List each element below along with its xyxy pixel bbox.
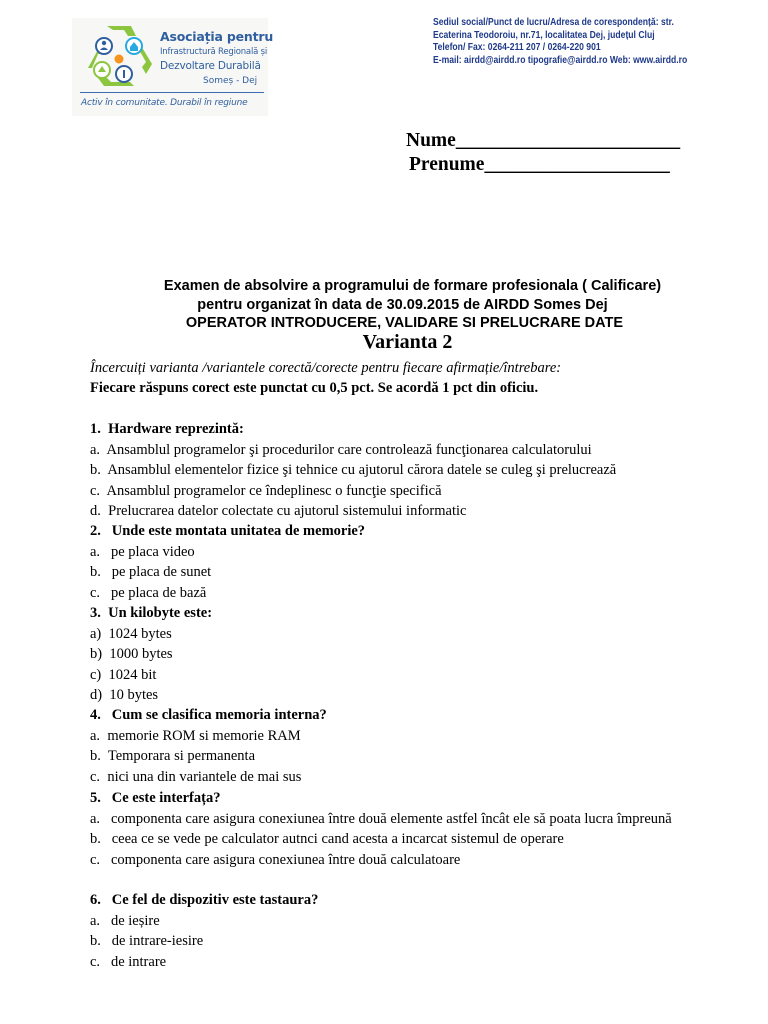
answer-option[interactable]	[90, 952, 680, 973]
option-mark: d)	[90, 687, 103, 703]
question-number: 2.	[90, 523, 101, 539]
option-mark: a.	[90, 543, 101, 560]
option-mark: a.	[90, 912, 101, 929]
question-title	[90, 788, 680, 809]
question-number: 3.	[90, 605, 101, 621]
organization-logo	[72, 18, 274, 116]
answer-option[interactable]	[90, 562, 680, 583]
option-mark: c)	[90, 666, 102, 683]
option-mark: b)	[90, 646, 103, 662]
answer-option[interactable]	[90, 665, 680, 686]
answer-option[interactable]	[90, 829, 680, 850]
answer-option[interactable]	[90, 440, 680, 461]
org-name-line1: Asociația pentru	[160, 29, 274, 44]
option-text: Ansamblul programelor şi procedurilor care controlează funcţionarea calculatorului	[106, 441, 592, 458]
answer-option[interactable]	[90, 746, 680, 767]
question-number: 4.	[90, 707, 101, 723]
question-title	[90, 890, 680, 911]
option-text: de intrare	[110, 953, 167, 970]
option-mark: a)	[90, 625, 102, 642]
question-1	[90, 419, 680, 522]
option-text: componenta care asigura conexiunea între două elemente astfel încât ele să poata lucra împreună	[110, 810, 672, 827]
answer-option[interactable]	[90, 850, 680, 871]
contact-block	[433, 17, 687, 67]
question-title	[90, 603, 680, 624]
question-4	[90, 705, 680, 787]
contact-line: Sediul social/Punct de lucru/Adresa de corespondență: str.	[433, 17, 674, 28]
question-text: Cum se clasifica memoria interna?	[111, 707, 327, 723]
option-text: pe placa video	[110, 543, 195, 560]
logo-divider	[80, 92, 264, 93]
option-mark: c.	[90, 482, 101, 499]
contact-line: E-mail: airdd@airdd.ro tipografie@airdd.ro Web: www.airdd.ro	[433, 54, 688, 66]
question-text: Ce fel de dispozitiv este tastaura?	[111, 892, 319, 908]
answer-option[interactable]	[90, 911, 680, 932]
question-number: 5.	[90, 790, 101, 806]
option-text: 1024 bytes	[108, 625, 172, 642]
contact-line: Telefon/ Fax: 0264-211 207 / 0264-220 901	[433, 42, 601, 53]
option-text: nici una din variantele de mai sus	[107, 768, 302, 785]
exam-title-line2: pentru organizat în data de 30.09.2015 de AIRDD Somes Dej	[197, 297, 608, 313]
option-mark: c.	[90, 584, 101, 601]
org-name-line4: Someș - Dej	[203, 76, 258, 86]
option-text: Ansamblul programelor ce îndeplinesc o funcţie specifică	[106, 482, 442, 499]
question-title	[90, 705, 680, 726]
option-mark: a.	[90, 441, 101, 458]
scoring-rules: Fiecare răspuns corect este punctat cu 0,5 pct. Se acordă 1 pct din oficiu.	[90, 380, 539, 396]
answer-option[interactable]	[90, 583, 680, 604]
variant-heading: Varianta 2	[362, 331, 453, 353]
question-2	[90, 521, 680, 603]
option-mark: c.	[90, 953, 101, 970]
answer-option[interactable]	[90, 481, 680, 502]
answer-option[interactable]	[90, 809, 677, 830]
question-6	[90, 890, 680, 972]
option-text: pe placa de bază	[110, 584, 207, 601]
org-motto: Activ în comunitate. Durabil în regiune	[81, 98, 248, 108]
exam-instructions: Încercuiți varianta /variantele corectă/corecte pentru fiecare afirmație/întrebare:	[90, 360, 562, 376]
option-text: ceea ce se vede pe calculator autnci cand acesta a incarcat sistemul de operare	[111, 831, 564, 847]
org-name-line2: Infrastructură Regională și	[160, 47, 268, 57]
question-number: 1.	[90, 421, 101, 437]
question-title	[90, 419, 680, 440]
option-mark: a.	[90, 810, 101, 827]
name-field[interactable]: Nume_______________________	[406, 130, 681, 151]
option-text: de ieșire	[110, 912, 160, 929]
answer-option[interactable]	[90, 644, 680, 665]
question-text: Hardware reprezintă:	[108, 421, 244, 437]
answer-option[interactable]	[90, 767, 680, 788]
answer-option[interactable]	[90, 624, 680, 645]
option-text: Prelucrarea datelor colectate cu ajutorul sistemului informatic	[108, 503, 467, 519]
surname-field[interactable]: Prenume___________________	[409, 154, 670, 175]
answer-option[interactable]	[90, 726, 680, 747]
answer-option[interactable]	[90, 685, 680, 706]
answer-option[interactable]	[90, 501, 680, 522]
question-text: Unde este montata unitatea de memorie?	[111, 523, 366, 539]
answer-option[interactable]	[90, 542, 680, 563]
option-mark: b.	[90, 462, 101, 478]
option-text: componenta care asigura conexiunea între două calculatoare	[110, 851, 461, 868]
exam-title-line3: OPERATOR INTRODUCERE, VALIDARE SI PRELUCRARE DATE	[185, 315, 624, 331]
contact-line: Ecaterina Teodoroiu, nr.71, localitatea Dej, județul Cluj	[433, 29, 655, 41]
org-name-line3: Dezvoltare Durabilă	[160, 60, 261, 72]
option-mark: b.	[90, 748, 101, 764]
option-text: pe placa de sunet	[111, 564, 212, 580]
option-mark: b.	[90, 564, 101, 580]
option-mark: c.	[90, 768, 101, 785]
question-3	[90, 603, 680, 706]
answer-option[interactable]	[90, 931, 680, 952]
answer-option[interactable]	[90, 460, 680, 481]
option-text: Ansamblul elementelor fizice şi tehnice cu ajutorul cărora datele se culeg şi prelucrează	[107, 462, 617, 478]
question-number: 6.	[90, 892, 101, 908]
option-text: 1024 bit	[108, 666, 157, 683]
question-title	[90, 521, 680, 542]
option-text: memorie ROM si memorie RAM	[107, 727, 301, 744]
option-mark: b.	[90, 933, 101, 949]
option-mark: d.	[90, 503, 101, 519]
option-mark: b.	[90, 831, 101, 847]
recycle-people-icon	[80, 22, 158, 92]
option-mark: a.	[90, 727, 101, 744]
question-text: Un kilobyte este:	[108, 605, 213, 621]
option-text: 1000 bytes	[109, 646, 173, 662]
option-text: Temporara si permanenta	[107, 748, 256, 764]
question-5	[90, 788, 680, 870]
exam-title-line1: Examen de absolvire a programului de formare profesionala ( Calificare)	[163, 278, 662, 294]
option-text: 10 bytes	[109, 687, 159, 703]
option-text: de intrare-iesire	[111, 933, 204, 949]
question-text: Ce este interfața?	[111, 790, 221, 806]
option-mark: c.	[90, 851, 101, 868]
